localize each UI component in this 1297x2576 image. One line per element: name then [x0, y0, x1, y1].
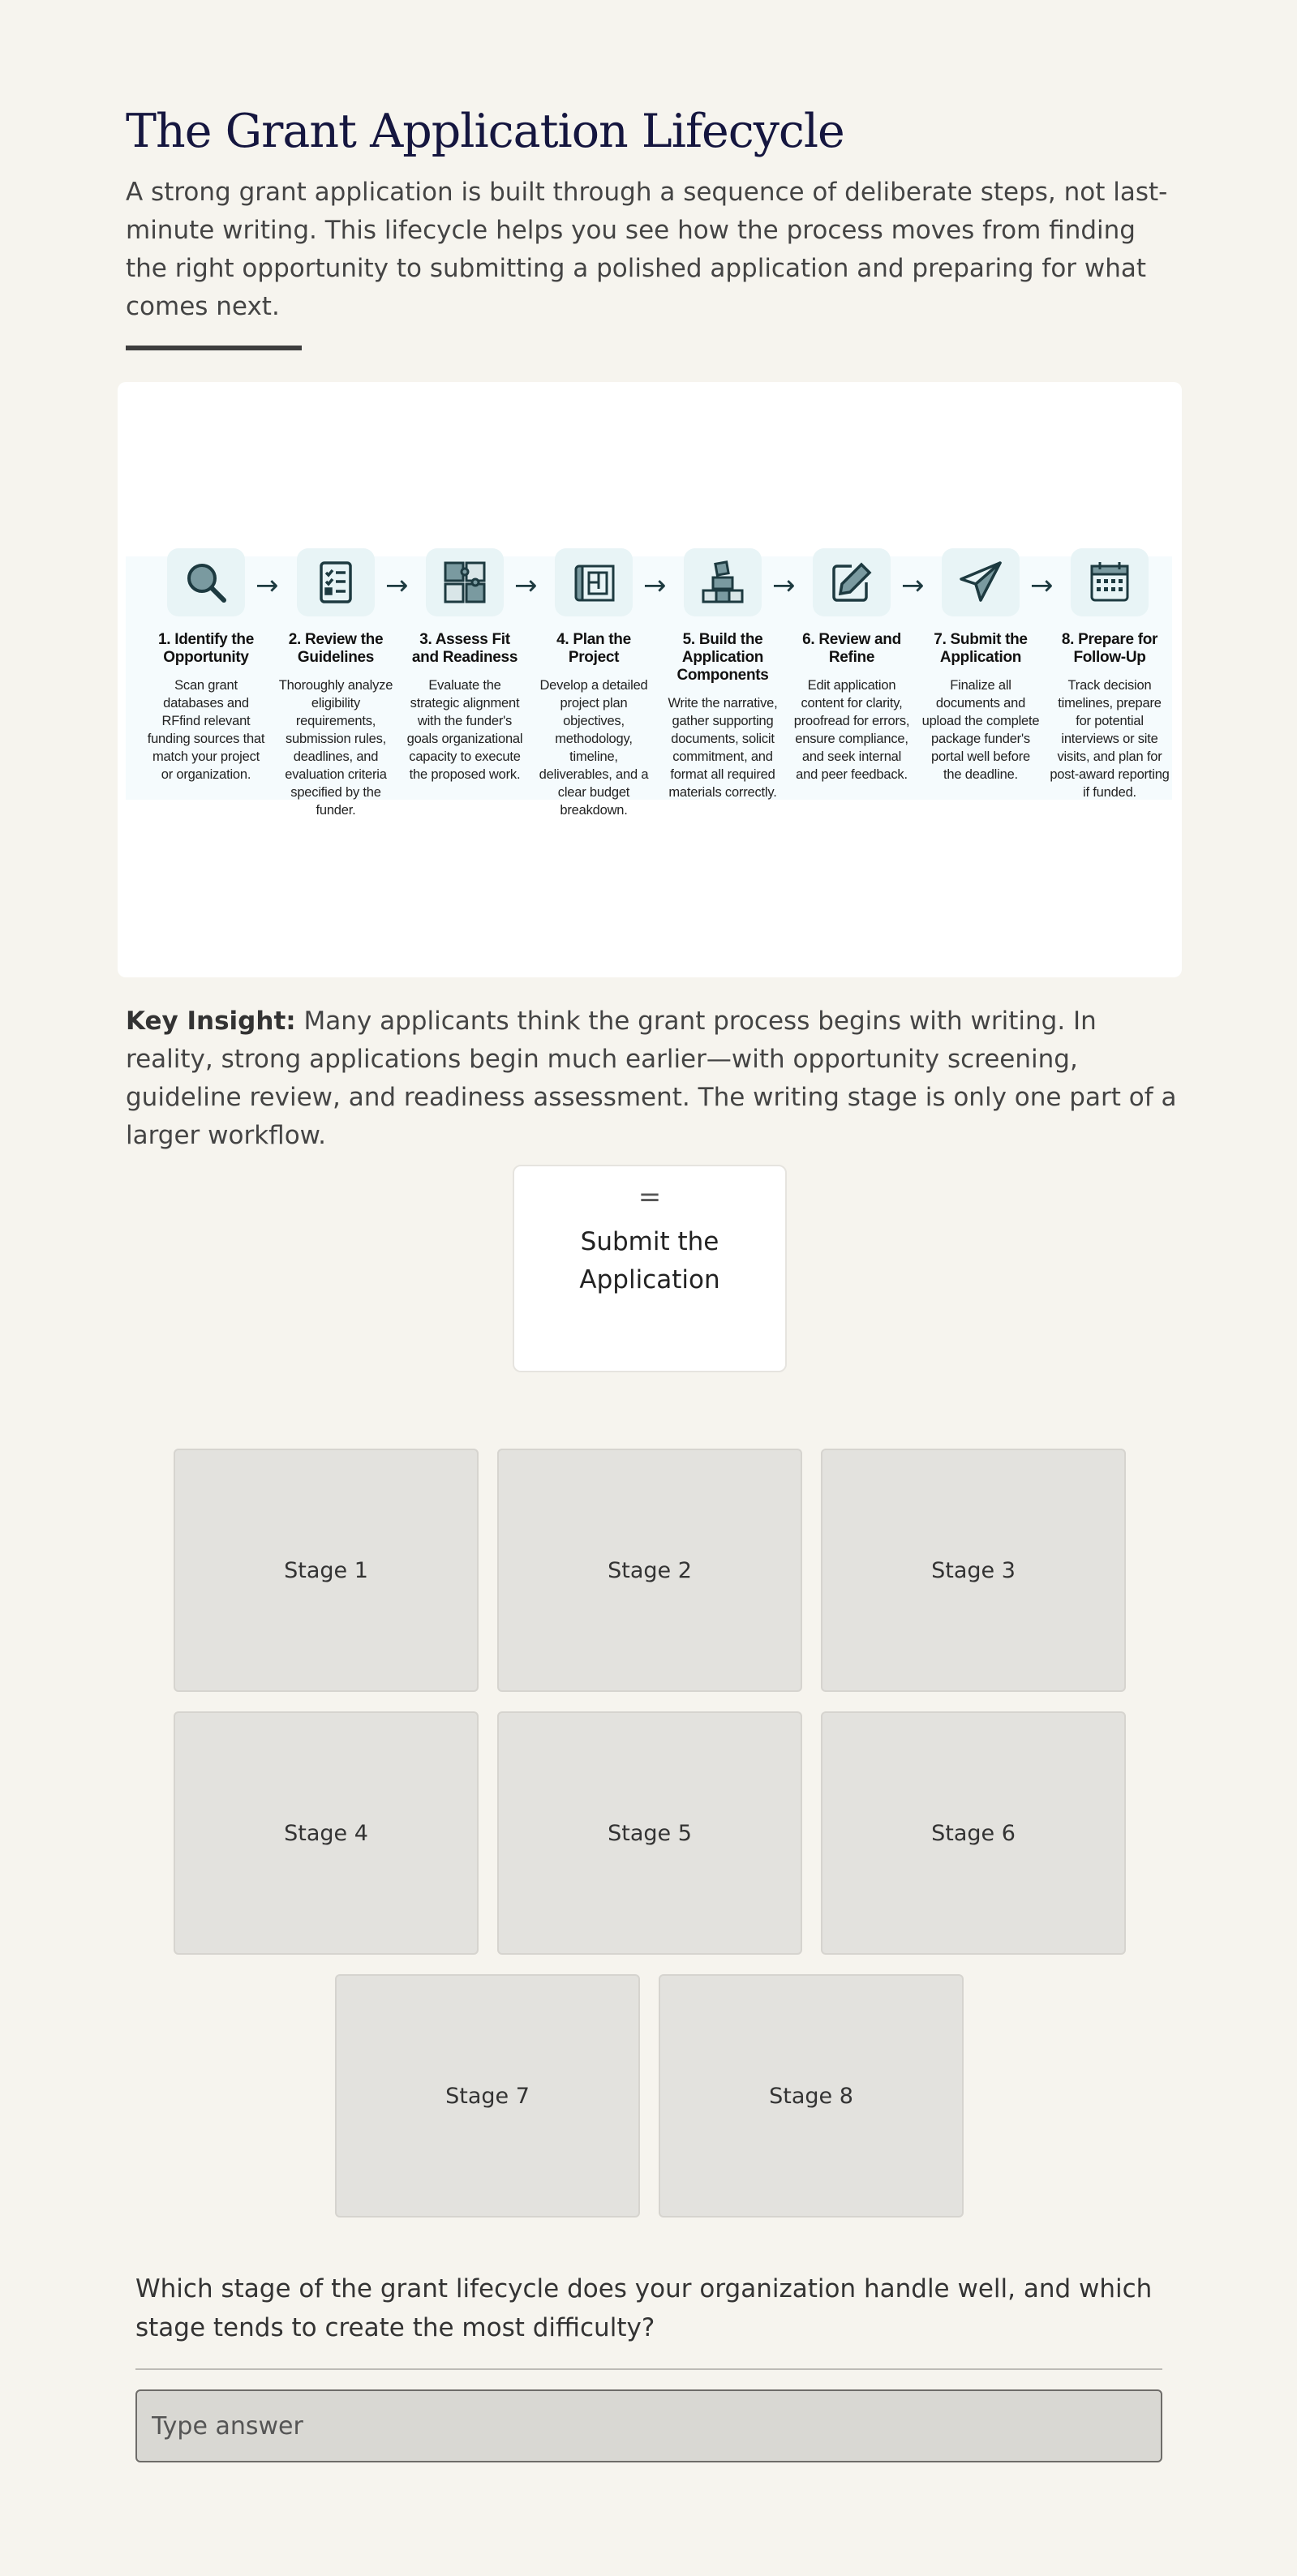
step-title: 1. Identify the Opportunity: [158, 631, 254, 666]
key-insight: [126, 1002, 1180, 1155]
lifecycle-step-7: [921, 548, 1041, 784]
arrow-icon: →: [1030, 569, 1054, 602]
key-insight-label: Key Insight:: [126, 1007, 296, 1036]
lifecycle-step-4: [534, 548, 654, 819]
step-title: 6. Review and Refine: [802, 631, 901, 666]
pencil-square-icon: [813, 548, 891, 616]
lifecycle-step-3: [405, 548, 525, 784]
stage-slot-2[interactable]: Stage 2: [497, 1449, 802, 1692]
lifecycle-step-1: [146, 548, 266, 784]
lifecycle-infographic: [118, 382, 1182, 977]
lifecycle-step-8: [1050, 548, 1170, 801]
step-title: 7. Submit the Application: [934, 631, 1028, 666]
arrow-icon: →: [256, 569, 279, 602]
key-insight-text: Many applicants think the grant process begins with writing. In reality, strong applications begin much earlier—with opportunity screening, guideline review, and readiness assessment. The writing stage is only one part of a larger workflow.: [126, 1007, 1177, 1150]
step-title: 5. Build the Application Components: [676, 631, 769, 684]
stage-slot-7[interactable]: Stage 7: [335, 1974, 640, 2218]
step-description: Scan grant databases and RFfind relevant funding sources that match your project or organization.: [147, 678, 265, 782]
step-title: 4. Plan the Project: [556, 631, 631, 666]
lifecycle-step-5: [663, 548, 783, 801]
stage-slot-4[interactable]: Stage 4: [174, 1711, 479, 1955]
lifecycle-flow: [126, 556, 1172, 818]
step-description: Track decision timelines, prepare for potential interviews or site visits, and plan for post-award reporting if funded.: [1050, 678, 1170, 800]
stage-slot-1[interactable]: Stage 1: [174, 1449, 479, 1692]
intro-paragraph: A strong grant application is built through a sequence of deliberate steps, not last-minute writing. This lifecycle helps you see how the process moves from finding the right opportunity to submitting a polished application and preparing for what comes next.: [126, 178, 1168, 321]
step-title: 8. Prepare for Follow-Up: [1061, 631, 1158, 666]
step-description: Edit application content for clarity, proofread for errors, ensure compliance, and seek internal and peer feedback.: [793, 678, 910, 782]
drag-handle-icon[interactable]: =: [638, 1181, 662, 1213]
puzzle-icon: [426, 548, 504, 616]
stage-slot-5[interactable]: Stage 5: [497, 1711, 802, 1955]
step-description: Write the narrative, gather supporting documents, solicit commitment, and format all required materials correctly.: [668, 696, 778, 800]
magnifier-icon: [167, 548, 245, 616]
arrow-icon: →: [643, 569, 667, 602]
checklist-icon: [297, 548, 375, 616]
step-description: Finalize all documents and upload the complete package funder's portal well before the deadline.: [921, 678, 1040, 782]
stage-slot-8[interactable]: Stage 8: [659, 1974, 964, 2218]
step-description: Thoroughly analyze eligibility requirements, submission rules, deadlines, and evaluation criteria specified by the funder.: [278, 678, 393, 818]
reflection-question: Which stage of the grant lifecycle does your organization handle well, and which stage tends to create the most difficulty?: [135, 2274, 1153, 2342]
step-description: Evaluate the strategic alignment with the funder's goals organizational capacity to execute the proposed work.: [406, 678, 523, 782]
paper-plane-icon: [942, 548, 1020, 616]
title-underline: [126, 346, 302, 350]
draggable-card-submit[interactable]: [513, 1165, 787, 1372]
arrow-icon: →: [772, 569, 796, 602]
stage-slot-6[interactable]: Stage 6: [821, 1711, 1126, 1955]
calendar-icon: [1071, 548, 1149, 616]
arrow-icon: →: [385, 569, 409, 602]
step-title: 3. Assess Fit and Readiness: [411, 631, 518, 666]
stage-slot-3[interactable]: Stage 3: [821, 1449, 1126, 1692]
step-description: Develop a detailed project plan objectives, methodology, timeline, deliverables, and a clear budget breakdown.: [539, 678, 649, 818]
arrow-icon: →: [901, 569, 925, 602]
blocks-icon: [684, 548, 762, 616]
lifecycle-step-6: [792, 548, 912, 784]
question-divider: [135, 2368, 1162, 2370]
blueprint-icon: [555, 548, 633, 616]
step-title: 2. Review the Guidelines: [288, 631, 384, 666]
lifecycle-step-2: [276, 548, 396, 819]
draggable-card-label: Submit the Application: [579, 1227, 720, 1294]
answer-input[interactable]: [135, 2389, 1162, 2462]
arrow-icon: →: [514, 569, 538, 602]
page-title: The Grant Application Lifecycle: [126, 105, 844, 158]
